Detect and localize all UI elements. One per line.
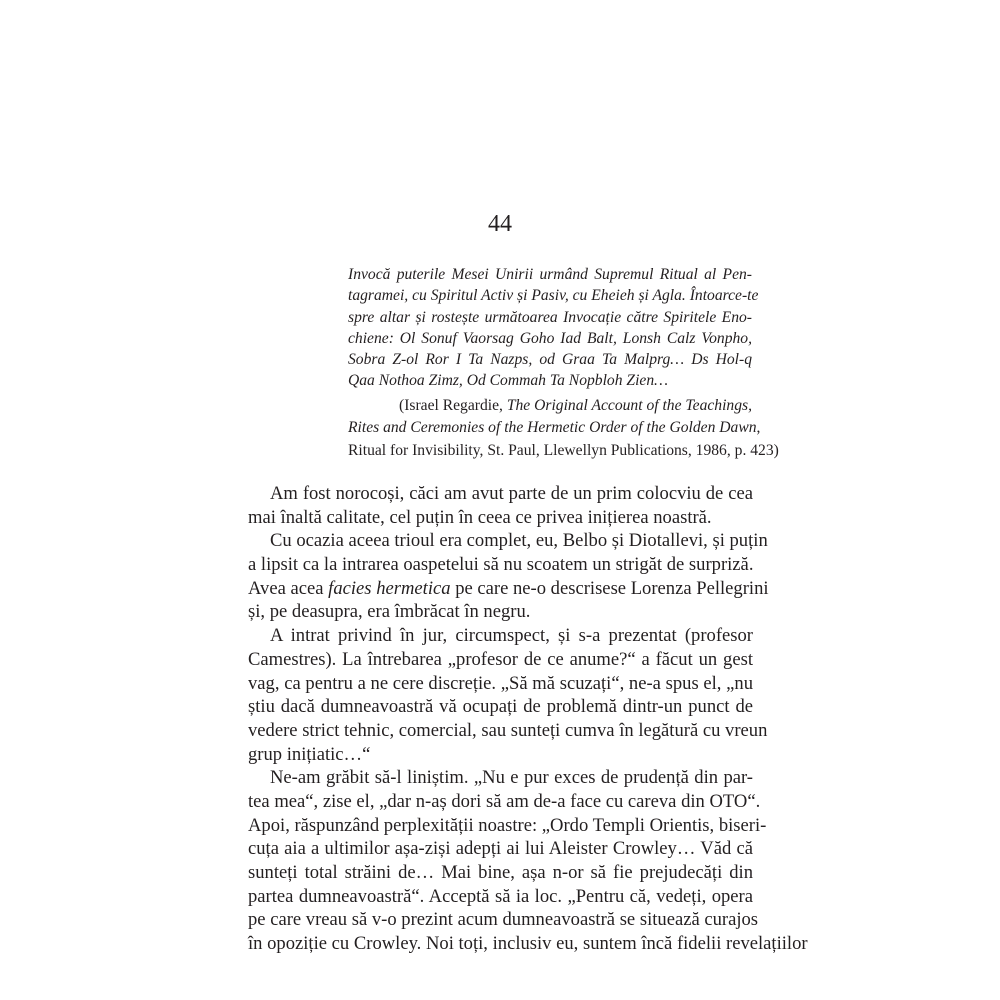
epigraph-line: Sobra Z-ol Ror I Ta Nazps, od Graa Ta Malprg… Ds Hol-q (348, 351, 752, 369)
citation-title-part1: The Original Account of the Teachings, (506, 396, 752, 414)
epigraph-text (348, 264, 759, 392)
text-line: pe care vreau să v-o prezint acum dumneavoastră se situează curajos (248, 909, 759, 931)
text-line: mai înaltă calitate, cel puțin în ceea ce privea inițierea noastră. (248, 506, 712, 528)
text-line: vag, ca pentru a ne cere discreție. „Să mă scuzați“, ne-a spus el, „nu (248, 672, 753, 694)
text-line: grup inițiatic…“ (248, 743, 371, 765)
text-line: tea mea“, zise el, „dar n-aș dori să am de-a face cu careva din OTO“. (248, 790, 761, 812)
text-line: cuța aia a ultimilor așa-ziși adepți ai lui Aleister Crowley… Văd că (248, 838, 753, 860)
epigraph-line: Invocă puterile Mesei Unirii urmând Supremul Ritual al Pen- (348, 266, 752, 283)
text-line: partea dumneavoastră“. Acceptă să ia loc. „Pentru că, vedeți, opera (248, 885, 753, 907)
epigraph-citation (348, 395, 779, 463)
citation-line (348, 395, 752, 418)
text-line: Camestres). La întrebarea „profesor de ce anume?“ a făcut un gest (248, 648, 753, 670)
epigraph (348, 264, 779, 462)
epigraph-line: chiene: Ol Sonuf Vaorsag Goho Iad Balt, Lonsh Calz Vonpho, (348, 329, 752, 347)
text-line: a lipsit ca la intrarea oaspetelui să nu scoatem un strigăt de surpriză. (248, 554, 754, 576)
text-line: A intrat privind în jur, circumspect, și s-a prezentat (profesor (270, 625, 753, 647)
text-line: Cu ocazia aceea trioul era complet, eu, Belbo și Diotallevi, și puțin (270, 530, 768, 552)
text-line: Apoi, răspunzând perplexității noastre: „Ordo Templi Orientis, biseri- (248, 814, 767, 836)
epigraph-line: tagramei, cu Spiritul Activ și Pasiv, cu Eheieh și Agla. Întoarce-te (348, 287, 759, 305)
epigraph-line: spre altar și rostește următoarea Invocație către Spiritele Eno- (348, 308, 752, 326)
citation-line (348, 417, 761, 440)
citation-title-part2: Rites and Ceremonies of the Hermetic Order of the Golden Dawn (348, 419, 757, 437)
citation-author: (Israel Regardie, (399, 396, 507, 414)
text-line: vedere strict tehnic, comercial, sau sunteți cumva în legătură cu vreun (248, 719, 768, 741)
page-number: 44 (488, 211, 512, 237)
text-line: sunteți total străini de… Mai bine, așa n-or să fie prejudecăți din (248, 862, 753, 883)
text-segment: pe care ne-o descrisese Lorenza Pellegrini (450, 577, 769, 599)
italic-term: facies hermetica (328, 577, 451, 599)
citation-line: Ritual for Invisibility, St. Paul, Llewellyn Publications, 1986, p. 423) (348, 441, 779, 459)
text-line: știu dacă dumneavoastră vă ocupați de problemă dintr-un punct de (248, 696, 753, 718)
text-segment: Avea acea (248, 577, 329, 599)
text-line: și, pe deasupra, era îmbrăcat în negru. (248, 601, 531, 623)
text-line: în opoziție cu Crowley. Noi toți, inclusiv eu, suntem încă fidelii revelațiilor (248, 933, 808, 955)
epigraph-line: Qaa Nothoa Zimz, Od Commah Ta Nopbloh Zien… (348, 372, 669, 390)
text-line: Am fost norocoși, căci am avut parte de un prim colocviu de cea (270, 483, 753, 504)
main-text (248, 482, 808, 956)
citation-comma: , (756, 419, 761, 437)
text-line: Ne-am grăbit să-l liniștim. „Nu e pur exces de prudență din par- (270, 767, 753, 789)
text-line (248, 577, 769, 601)
